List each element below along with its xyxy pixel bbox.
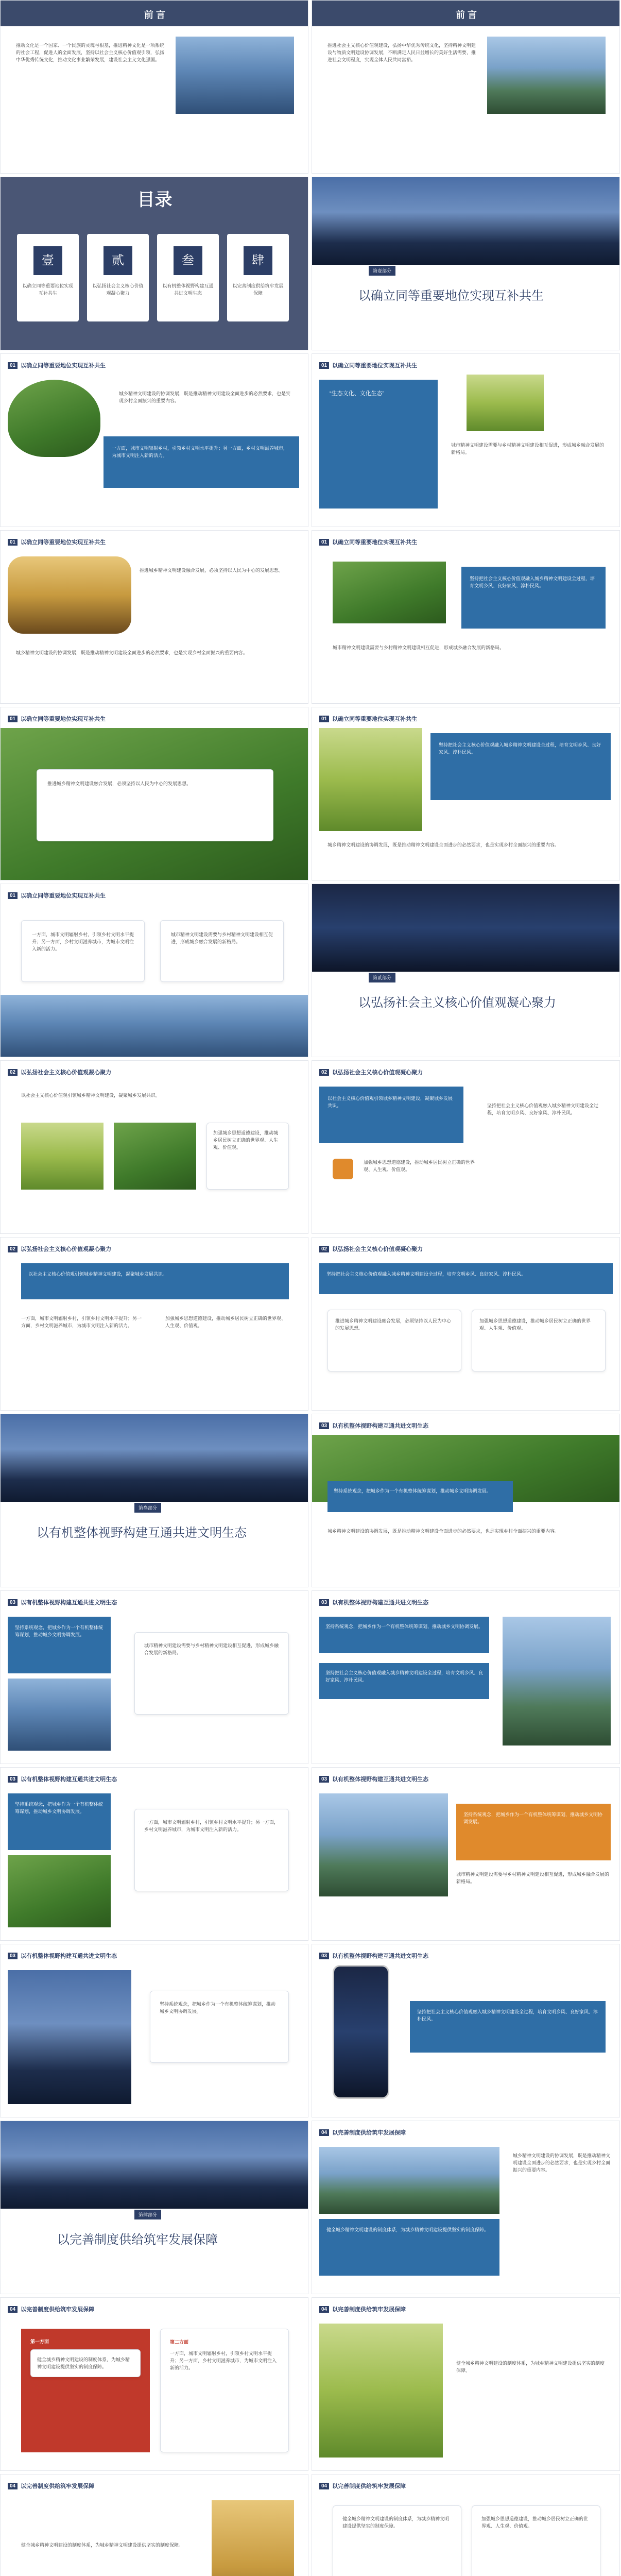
slide-heading: 01 以确立同等重要地位实现互补共生: [8, 538, 106, 546]
preface-text-2: 推进社会主义核心价值观建设，弘扬中华优秀传统文化，坚持精神文明建设与物质文明建设协调发展，不断满足人民日益增长的美好生活需要，推进社会文明程度，实现全体人民共同富裕。: [327, 43, 476, 62]
slide-6: [312, 530, 620, 704]
slide-heading: 01 以确立同等重要地位实现互补共生: [319, 538, 417, 546]
content-card-21: [150, 1991, 289, 2063]
info-box-text: 一方面，城市文明辐射乡村，引领乡村文明水平提升；另一方面，乡村文明滋养城市，为城市文明注入新的活力。: [112, 446, 288, 458]
forest-photo: [8, 1855, 111, 1927]
slide-heading: 03 以有机整体视野构建互通共进文明生态: [8, 1775, 117, 1783]
city-skyline-photo: [312, 177, 620, 265]
body-text-13a: 一方面，城市文明辐射乡村，引领乡村文明水平提升；另一方面，乡村文明滋养城市，为城市文明注入新的活力。: [21, 1316, 142, 1328]
slide-toc: [0, 177, 308, 350]
card-text-25: 一方面，城市文明辐射乡村，引领乡村文明水平提升；另一方面，乡村文明滋养城市，为城市文明注入新的活力。: [170, 2351, 277, 2370]
slide-28: [312, 2474, 620, 2576]
slide-19: [0, 1767, 308, 1941]
body-text-12b: 坚持把社会主义核心价值观融入城乡精神文明建设全过程，培育文明乡风、良好家风、淳朴民风。: [487, 1103, 599, 1115]
section-tag-1: 第壹部分: [369, 266, 395, 276]
slide-heading: 04 以完善制度供给筑牢发展保障: [319, 2305, 406, 2313]
card-label-25: 第二方面: [170, 2340, 189, 2345]
slide-14: [312, 1237, 620, 1411]
section-title-4: 以完善制度供给筑牢发展保障: [57, 2232, 218, 2247]
info-box-14: [319, 1263, 613, 1294]
slide-heading: 02 以弘扬社会主义核心价值观凝心聚力: [8, 1068, 111, 1076]
slide-section-1: [312, 177, 620, 350]
info-box-text-17: 坚持系统观念，把城乡作为一个有机整体统筹谋划，推动城乡文明协调发展。: [15, 1625, 104, 1637]
slide-3: [0, 353, 308, 527]
slide-16: [312, 1414, 620, 1587]
slide-heading: 01 以确立同等重要地位实现互补共生: [8, 891, 106, 900]
slide-heading: 03 以有机整体视野构建互通共进文明生态: [319, 1775, 428, 1783]
content-card-7: [37, 769, 273, 841]
meadow-photo: [319, 2324, 443, 2458]
info-box-text-6: 坚持把社会主义核心价值观融入城乡精神文明建设全过程，培育文明乡风、良好家风、淳朴民风。: [470, 576, 595, 588]
slide-22: [312, 1944, 620, 2117]
info-box-text-14: 坚持把社会主义核心价值观融入城乡精神文明建设全过程，培育文明乡风、良好家风、淳朴民风。: [326, 1272, 526, 1277]
slide-24: [312, 2121, 620, 2294]
red-box-text: 健全城乡精神文明建设的制度体系，为城乡精神文明建设提供坚实的制度保障。: [37, 2357, 130, 2369]
slide-12: [312, 1060, 620, 1234]
body-text-8: 城乡精神文明建设的协调发展，既是推动精神文明建设全面进步的必然要求，也是实现乡村全面振兴的重要内容。: [327, 842, 560, 848]
slide-section-4: [0, 2121, 308, 2294]
video-icon: [333, 1159, 353, 1179]
slide-heading: 04 以完善制度供给筑牢发展保障: [8, 2305, 94, 2313]
info-box-6: [461, 567, 606, 629]
content-card-11: [206, 1123, 289, 1190]
slide-4: [312, 353, 620, 527]
info-box-text-16: 坚持系统观念，把城乡作为一个有机整体统筹谋划，推动城乡文明协调发展。: [334, 1488, 492, 1494]
corn-photo: [319, 728, 422, 831]
skyline-photo: [8, 1970, 131, 2104]
night-city-photo: [312, 884, 620, 972]
lake-photo-2: [8, 1679, 111, 1751]
info-box-text-19: 坚持系统观念，把城乡作为一个有机整体统筹谋划，推动城乡文明协调发展。: [15, 1802, 104, 1814]
wheat-photo: [21, 1123, 104, 1190]
bay-city-photo: [1, 1414, 308, 1502]
waterfront-photo: [1, 2121, 308, 2209]
slide-20: [312, 1767, 620, 1941]
card-text-21: 坚持系统观念，把城乡作为一个有机整体统筹谋划，推动城乡文明协调发展。: [160, 2002, 276, 2014]
body-text-5b: 城乡精神文明建设的协调发展，既是推动精神文明建设全面进步的必然要求，也是实现乡村全面振兴的重要内容。: [16, 650, 248, 655]
body-text-5: 推进城乡精神文明建设融合发展，必须坚持以人民为中心的发展思想。: [140, 568, 284, 573]
info-box-8: [430, 733, 611, 800]
quote-text: “生态文化、文化生态”: [330, 391, 385, 397]
slide-25: [0, 2297, 308, 2471]
body-text-6: 城市精神文明建设需要与乡村精神文明建设相互促进，形成城乡融合发展的新格局。: [333, 645, 505, 650]
mountain-photo: [503, 1617, 611, 1745]
preface-text: 推动文化是一个国家、一个民族的灵魂与根基，推进精神文化是一项系统的社会工程，促进人的全面发展，坚持以社会主义核心价值观引领，弘扬中华优秀传统文化，推动文化事业繁荣发展，建设社会主义文化强国。: [16, 43, 165, 62]
hill-photo: [333, 562, 446, 623]
section-title-3: 以有机整体视野构建互通共进文明生态: [37, 1526, 247, 1540]
red-box-label: 第一方面: [30, 2339, 49, 2344]
body-text-13b: 加强城乡思想道德建设，推动城乡居民树立正确的世界观、人生观、价值观。: [165, 1316, 286, 1328]
card-text-28a: 健全城乡精神文明建设的制度体系，为城乡精神文明建设提供坚实的制度保障。: [342, 2516, 450, 2529]
body-text-11: 以社会主义核心价值观引领城乡精神文明建设，凝聚城乡发展共识。: [21, 1093, 161, 1098]
section-tag-3: 第叁部分: [134, 1503, 161, 1513]
bridge-photo: [319, 2147, 499, 2214]
section-tag-4: 第肆部分: [134, 2210, 161, 2219]
card-text-9a: 一方面，城市文明辐射乡村，引领乡村文明水平提升；另一方面，乡村文明滋养城市，为城市文明注入新的活力。: [32, 932, 134, 952]
info-box-19: [8, 1793, 111, 1850]
info-box-text-8: 坚持把社会主义核心价值观融入城乡精神文明建设全过程，培育文明乡风、良好家风、淳朴民风。: [439, 742, 601, 755]
slide-13: [0, 1237, 308, 1411]
content-card-9b: [160, 920, 284, 982]
slide-heading: 03 以有机整体视野构建互通共进文明生态: [319, 1421, 428, 1430]
card-text-14a: 推进城乡精神文明建设融合发展，必须坚持以人民为中心的发展思想。: [335, 1318, 452, 1331]
phone-screen-photo: [334, 1967, 388, 2097]
section-title-2: 以弘扬社会主义核心价值观凝心聚力: [358, 995, 556, 1010]
info-box-text-24: 健全城乡精神文明建设的制度体系，为城乡精神文明建设提供坚实的制度保障。: [326, 2227, 489, 2232]
slide-7: [0, 707, 308, 880]
highlight-text-20: 坚持系统观念，把城乡作为一个有机整体统筹谋划，推动城乡文明协调发展。: [463, 1812, 603, 1824]
red-box-25: [21, 2329, 150, 2452]
content-card-25: [160, 2329, 289, 2452]
section-tag-2: 第贰部分: [369, 973, 395, 982]
info-box: [104, 436, 299, 488]
slide-heading: 03 以有机整体视野构建互通共进文明生态: [8, 1598, 117, 1606]
slide-18: [312, 1590, 620, 1764]
slide-heading: 01 以确立同等重要地位实现互补共生: [319, 361, 417, 369]
slide-9: [0, 884, 308, 1057]
slide-heading: 03 以有机整体视野构建互通共进文明生态: [319, 1598, 428, 1606]
body-text: 城乡精神文明建设的协调发展，既是推动精神文明建设全面进步的必然要求，也是实现乡村全面振兴的重要内容。: [119, 391, 291, 403]
toc-title: 目录: [137, 190, 173, 210]
slide-heading: 04 以完善制度供给筑牢发展保障: [8, 2482, 94, 2490]
slide-17: [0, 1590, 308, 1764]
preface-title: 前 言: [144, 10, 165, 20]
body-text-24: 城乡精神文明建设的协调发展，既是推动精神文明建设全面进步的必然要求，也是实现乡村全面振兴的重要内容。: [513, 2153, 611, 2173]
body-text-12: 加强城乡思想道德建设，推动城乡居民树立正确的世界观、人生观、价值观。: [364, 1160, 475, 1172]
content-card-28a: [333, 2505, 461, 2576]
phone-mockup: [333, 1965, 389, 2099]
village-photo: [8, 380, 100, 457]
toc-num-4: 肆: [244, 246, 272, 275]
toc-num-3: 叁: [174, 246, 202, 275]
toc-card-2[interactable]: [87, 234, 149, 321]
card-text-11: 加强城乡思想道德建设，推动城乡居民树立正确的世界观、人生观、价值观。: [213, 1130, 279, 1150]
slide-heading: 01 以确立同等重要地位实现互补共生: [8, 715, 106, 723]
info-box-18b: [319, 1663, 489, 1699]
slide-27: [0, 2474, 308, 2576]
info-box-24: [319, 2219, 499, 2276]
slide-section-3: [0, 1414, 308, 1587]
toc-num-2: 贰: [104, 246, 132, 275]
red-box-card: [30, 2349, 141, 2377]
content-card-19: [134, 1809, 289, 1891]
toc-card-4[interactable]: [227, 234, 289, 321]
info-box-text-22: 坚持把社会主义核心价值观融入城乡精神文明建设全过程，培育文明乡风、良好家风、淳朴民风。: [417, 2009, 598, 2022]
toc-label-2: 以弘扬社会主义核心价值观凝心聚力: [92, 283, 144, 296]
island-photo: [176, 37, 294, 114]
slide-heading: 04 以完善制度供给筑牢发展保障: [319, 2482, 406, 2490]
info-box-17: [8, 1617, 111, 1673]
info-box-12: [319, 1087, 463, 1143]
slide-section-2: [312, 884, 620, 1057]
river-valley-photo: [319, 1793, 448, 1896]
slide-heading: 02 以弘扬社会主义核心价值观凝心聚力: [8, 1245, 111, 1253]
info-box-text-18b: 坚持把社会主义核心价值观融入城乡精神文明建设全过程，培育文明乡风、良好家风、淳朴民风。: [325, 1670, 484, 1683]
highlight-box-20: [456, 1804, 611, 1860]
content-card-14b: [472, 1310, 606, 1371]
slide-heading: 01 以确立同等重要地位实现互补共生: [8, 361, 106, 369]
info-box-13: [21, 1263, 289, 1299]
toc-label-3: 以有机整体视野构建互通共进文明生态: [162, 283, 214, 296]
card-text-14b: 加强城乡思想道德建设，推动城乡居民树立正确的世界观、人生观、价值观。: [479, 1318, 591, 1331]
terrace-photo: [467, 375, 544, 431]
slide-preface-1: [0, 0, 308, 174]
lake-photo: [1, 995, 308, 1057]
slide-heading: 03 以有机整体视野构建互通共进文明生态: [319, 1952, 428, 1960]
toc-card-3[interactable]: [157, 234, 219, 321]
section-title-1: 以确立同等重要地位实现互补共生: [358, 289, 544, 303]
harvest-photo: [114, 1123, 196, 1190]
coast-photo: [487, 37, 606, 114]
slide-heading: 01 以确立同等重要地位实现互补共生: [319, 715, 417, 723]
preface-title-2: 前 言: [455, 10, 477, 20]
slide-21: [0, 1944, 308, 2117]
slide-heading: 03 以有机整体视野构建互通共进文明生态: [8, 1952, 117, 1960]
quote-box: [319, 380, 438, 509]
body-text-26: 健全城乡精神文明建设的制度体系，为城乡精神文明建设提供坚实的制度保障。: [456, 2361, 605, 2373]
info-box-text-13: 以社会主义核心价值观引领城乡精神文明建设，凝聚城乡发展共识。: [28, 1272, 168, 1277]
info-box-16: [327, 1481, 513, 1512]
card-text-17: 城市精神文明建设需要与乡村精神文明建设相互促进，形成城乡融合发展的新格局。: [144, 1643, 279, 1655]
toc-label-4: 以完善制度供给筑牢发展保障: [232, 283, 284, 296]
slide-heading: 02 以弘扬社会主义核心价值观凝心聚力: [319, 1245, 423, 1253]
tower-photo: [212, 2500, 294, 2576]
slide-5: [0, 530, 308, 704]
content-card-9a: [21, 920, 145, 982]
card-text-7: 推进城乡精神文明建设融合发展，必须坚持以人民为中心的发展思想。: [47, 781, 192, 786]
slide-8: [312, 707, 620, 880]
body-text-27: 健全城乡精神文明建设的制度体系，为城乡精神文明建设提供坚实的制度保障。: [21, 2543, 184, 2548]
body-text-20: 城市精神文明建设需要与乡村精神文明建设相互促进，形成城乡融合发展的新格局。: [456, 1872, 610, 1884]
content-card-28b: [472, 2505, 600, 2576]
toc-num-1: 壹: [33, 246, 62, 275]
slide-heading: 04 以完善制度供给筑牢发展保障: [319, 2128, 406, 2137]
info-box-22: [410, 2001, 606, 2053]
body-text-4: 城市精神文明建设需要与乡村精神文明建设相互促进，形成城乡融合发展的新格局。: [451, 443, 605, 455]
slide-heading: 02 以弘扬社会主义核心价值观凝心聚力: [319, 1068, 423, 1076]
content-card-14a: [327, 1310, 461, 1371]
slide-26: [312, 2297, 620, 2471]
slide-preface-2: [312, 0, 620, 174]
toc-card-1[interactable]: [17, 234, 79, 321]
card-text-9b: 城市精神文明建设需要与乡村精神文明建设相互促进，形成城乡融合发展的新格局。: [171, 932, 273, 944]
body-text-16: 城乡精神文明建设的协调发展，既是推动精神文明建设全面进步的必然要求，也是实现乡村全面振兴的重要内容。: [327, 1529, 560, 1534]
map-photo: [8, 556, 131, 634]
info-box-text-12: 以社会主义核心价值观引领城乡精神文明建设，凝聚城乡发展共识。: [327, 1096, 453, 1108]
toc-label-1: 以确立同等重要地位实现互补共生: [22, 283, 74, 296]
card-text-28b: 加强城乡思想道德建设，推动城乡居民树立正确的世界观、人生观、价值观。: [481, 2516, 589, 2529]
content-card-17: [134, 1632, 289, 1715]
slide-11: [0, 1060, 308, 1234]
info-box-text-18: 坚持系统观念，把城乡作为一个有机整体统筹谋划，推动城乡文明协调发展。: [325, 1624, 484, 1629]
card-text-19: 一方面，城市文明辐射乡村，引领乡村文明水平提升；另一方面，乡村文明滋养城市，为城市文明注入新的活力。: [144, 1820, 279, 1832]
info-box-18: [319, 1617, 489, 1653]
